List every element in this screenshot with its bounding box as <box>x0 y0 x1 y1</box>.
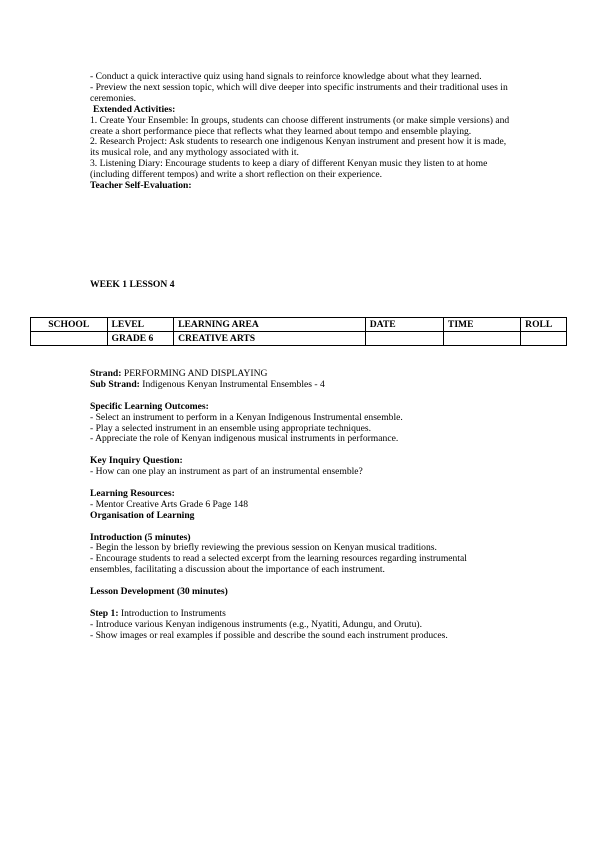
extended-item-3: 3. Listening Diary: Encourage students to keep a diary of different Kenyan music they listen to at home (including different tempos) and write a short reflection on their experience. <box>90 158 488 181</box>
table-cell-level: GRADE 6 <box>107 332 174 346</box>
week-heading: WEEK 1 LESSON 4 <box>90 279 175 290</box>
outcome-item: - Appreciate the role of Kenyan indigenous musical instruments in performance. <box>90 433 399 445</box>
step1-item: - Show images or real examples if possible and describe the sound each instrument produces. <box>90 629 448 641</box>
step1-item: - Introduce various Kenyan indigenous instruments (e.g., Nyatiti, Adungu, and Orutu). <box>90 618 422 630</box>
outcome-item: - Play a selected instrument in an ensemble using appropriate techniques. <box>90 422 372 434</box>
table-cell-roll <box>521 332 567 346</box>
organisation-heading: Organisation of Learning <box>90 509 195 521</box>
table-header-learning-area: LEARNING AREA <box>174 318 366 332</box>
substrand-label: Sub Strand: <box>90 378 140 390</box>
step1-title: Introduction to Instruments <box>120 607 226 619</box>
table-cell-school <box>31 332 108 346</box>
table-row <box>31 332 567 346</box>
closing-item-quiz: - Conduct a quick interactive quiz using hand signals to reinforce knowledge about what they learned. <box>90 71 482 82</box>
introduction-item: - Encourage students to read a selected excerpt from the learning resources regarding instrumental ensembles, facilitating a discussion about the importance of each instrument. <box>90 553 467 576</box>
extended-item-1: 1. Create Your Ensemble: In groups, students can choose different instruments (or make simple versions) and create a short performance piece that reflects what they learned about tempo and ensemble playing. <box>90 114 510 137</box>
lesson-info-table <box>30 317 567 346</box>
strand-value: PERFORMING AND DISPLAYING <box>123 368 268 379</box>
table-header-level: LEVEL <box>107 318 174 332</box>
development-heading: Lesson Development (30 minutes) <box>90 586 228 598</box>
inquiry-question: - How can one play an instrument as part of an instrumental ensemble? <box>90 466 363 478</box>
table-header-time: TIME <box>443 318 520 332</box>
table-cell-date <box>365 332 443 346</box>
resource-item: - Mentor Creative Arts Grade 6 Page 148 <box>90 498 248 510</box>
spacer <box>90 522 510 533</box>
strand-label: Strand: <box>90 368 122 379</box>
outcomes-heading: Specific Learning Outcomes: <box>90 400 209 412</box>
resources-heading: Learning Resources: <box>90 487 175 499</box>
table-cell-learning-area: CREATIVE ARTS <box>174 332 366 346</box>
lesson-section <box>90 369 510 642</box>
table-header-row <box>31 318 567 332</box>
table-header-date: DATE <box>365 318 443 332</box>
step1-label: Step 1: <box>90 607 119 619</box>
table-cell-time <box>443 332 520 346</box>
substrand-line <box>90 380 510 391</box>
table-header-school: SCHOOL <box>31 318 108 332</box>
introduction-item: - Begin the lesson by briefly reviewing the previous session on Kenyan musical traditions. <box>90 542 437 554</box>
table-header-roll: ROLL <box>521 318 567 332</box>
extended-item-2: 2. Research Project: Ask students to research one indigenous Kenyan instrument and present how it is made, its musical role, and any mythology associated with it. <box>90 136 507 159</box>
introduction-heading: Introduction (5 minutes) <box>90 531 191 543</box>
outcome-item: - Select an instrument to perform in a Kenyan Indigenous Instrumental ensemble. <box>90 411 403 423</box>
extended-activities-heading: Extended Activities: <box>93 103 176 115</box>
top-section <box>90 72 510 192</box>
teacher-self-evaluation-heading: Teacher Self-Evaluation: <box>90 180 192 192</box>
substrand-value: Indigenous Kenyan Instrumental Ensembles - 4 <box>142 378 325 390</box>
closing-item-preview: - Preview the next session topic, which will dive deeper into specific instruments and their traditional uses in ceremonies. <box>90 81 508 104</box>
inquiry-heading: Key Inquiry Question: <box>90 455 183 467</box>
